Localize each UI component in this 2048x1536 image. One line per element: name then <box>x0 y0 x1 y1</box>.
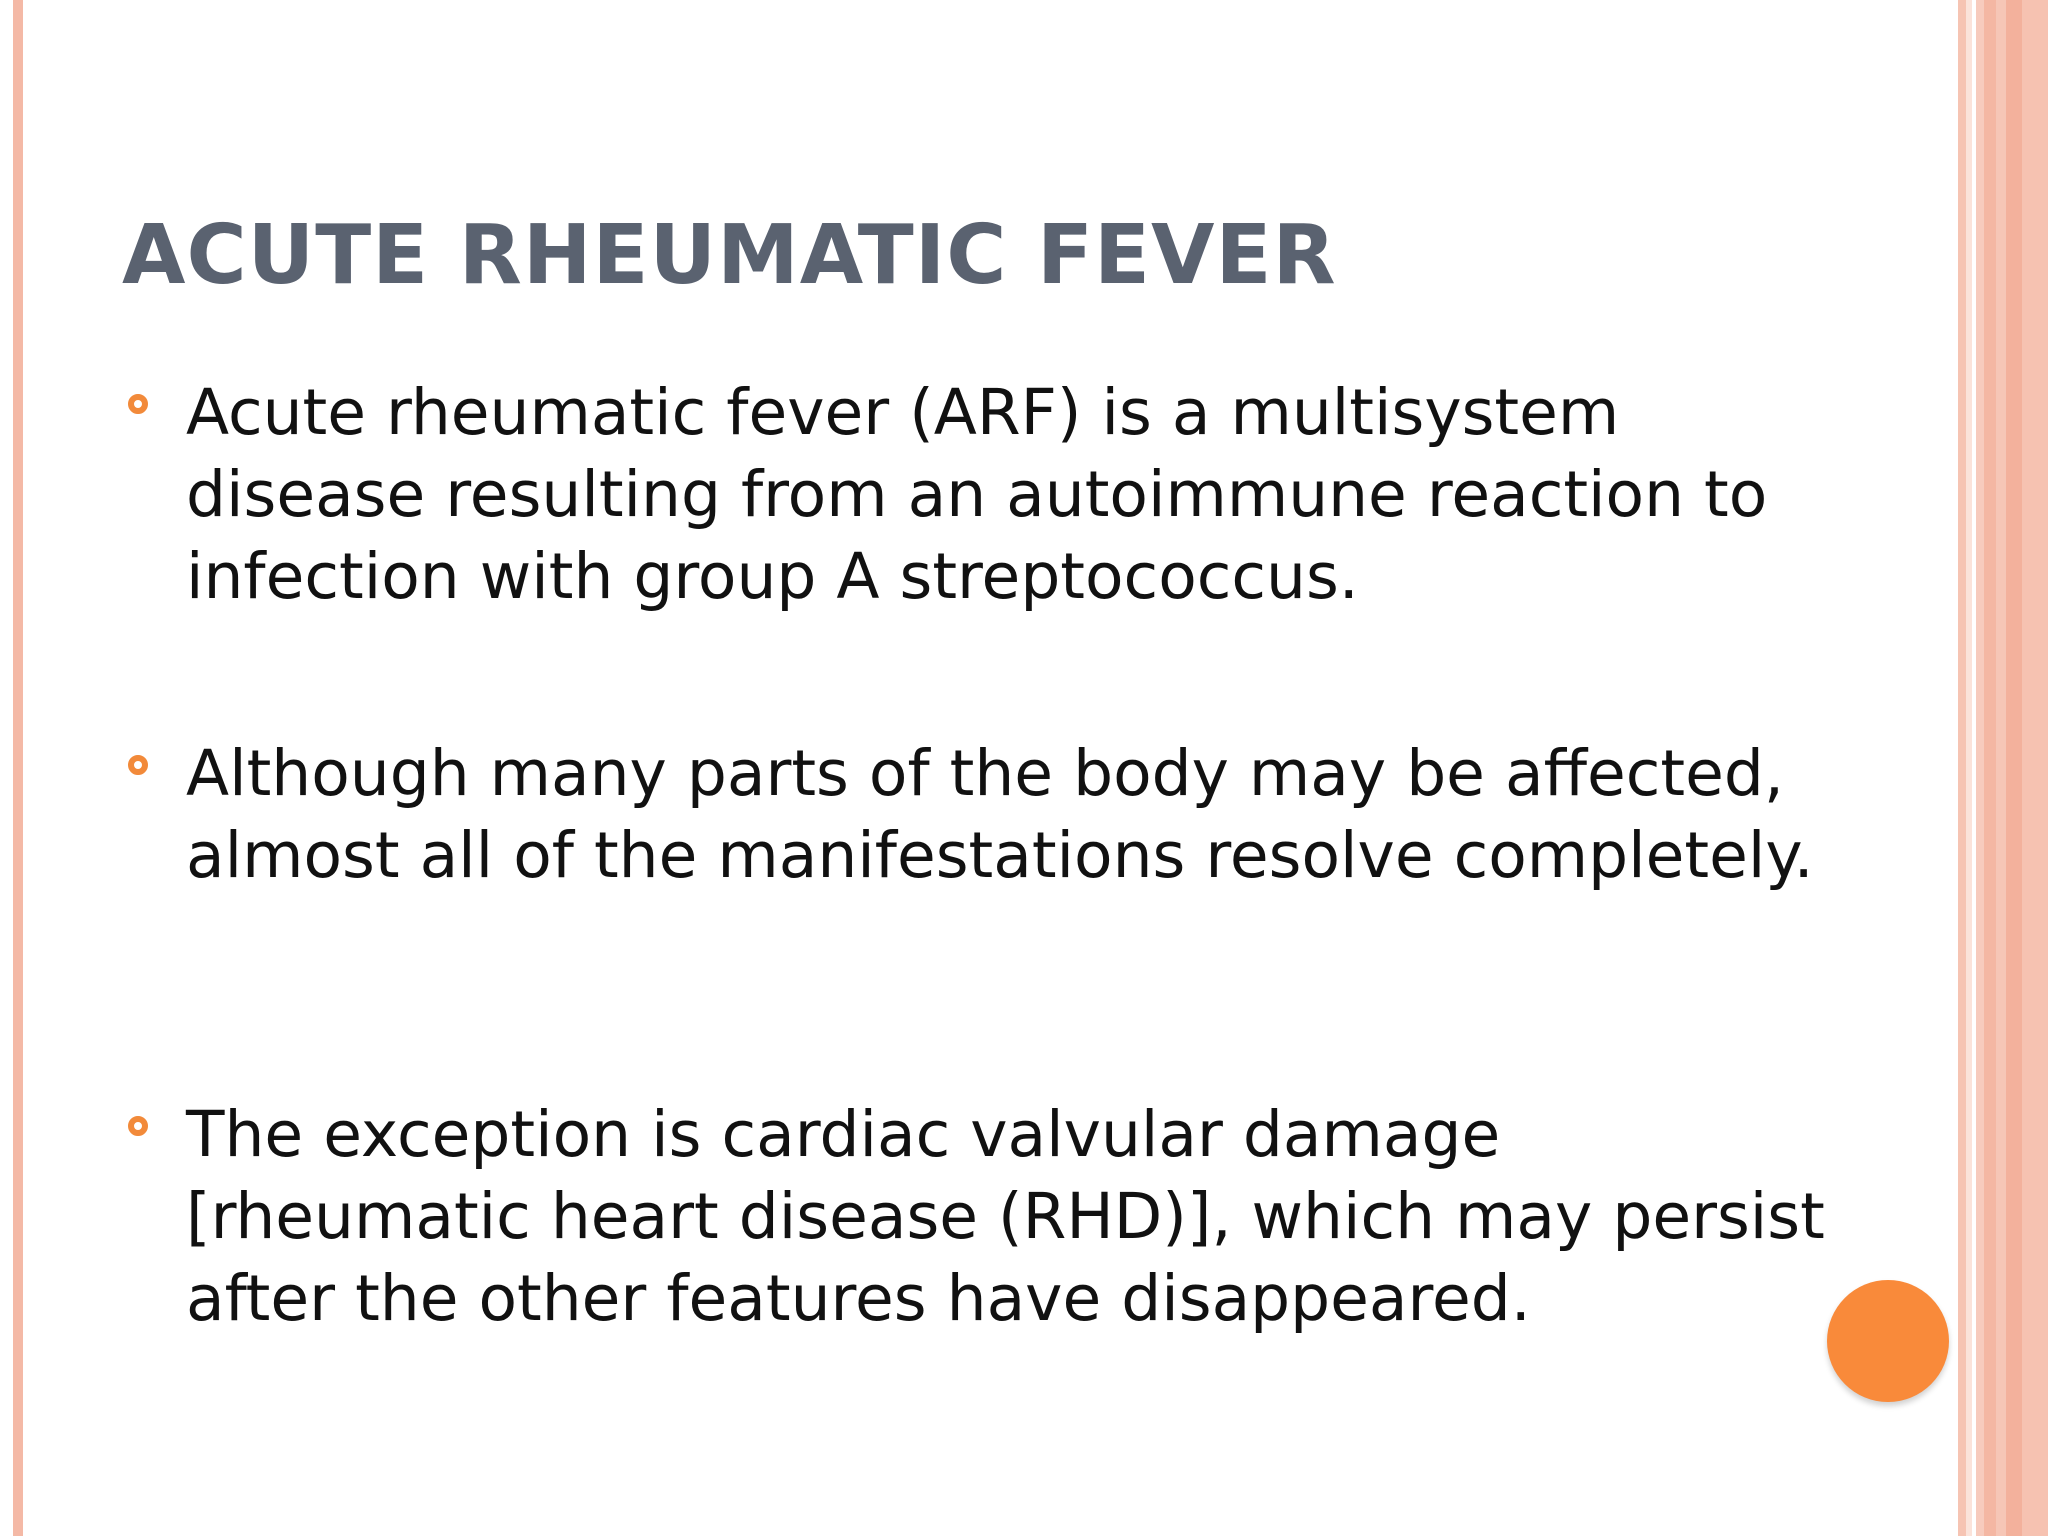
orange-circle-icon <box>1827 1280 1949 1402</box>
right-decorative-band <box>1996 0 2006 1536</box>
right-decorative-band <box>1958 0 1966 1536</box>
slide-title: ACUTE RHEUMATIC FEVER <box>122 208 1337 303</box>
hollow-circle-bullet-icon <box>128 755 148 775</box>
hollow-circle-bullet-icon <box>128 394 148 414</box>
right-decorative-band <box>2022 0 2048 1536</box>
right-decorative-band <box>1976 0 1984 1536</box>
right-decorative-band <box>1984 0 1996 1536</box>
right-decorative-band <box>2006 0 2022 1536</box>
left-decorative-stripe <box>13 0 23 1536</box>
bullet-text: Although many parts of the body may be affected, almost all of the manifestations resolve completely. <box>186 737 1814 892</box>
hollow-circle-bullet-icon <box>128 1116 148 1136</box>
bullet-text: Acute rheumatic fever (ARF) is a multisystem disease resulting from an autoimmune reaction to infection with group A streptococcus. <box>186 376 1768 613</box>
bullet-text: The exception is cardiac valvular damage [rheumatic heart disease (RHD)], which may persist after the other features have disappeared. <box>186 1098 1825 1335</box>
